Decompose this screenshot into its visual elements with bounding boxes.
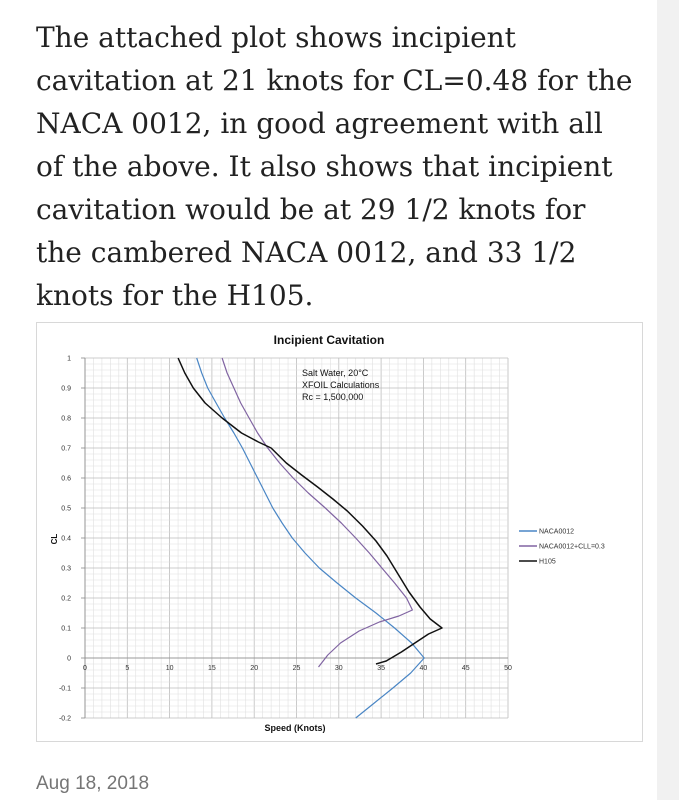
x-axis-label: Speed (Knots) [264, 723, 326, 733]
post-text: The attached plot shows incipient cavitation at 21 knots for CL=0.48 for the NACA 0012, in good agreement with all of the above. It also shows that incipient cavitation would be at 29 1/2 knots for the cambered NACA 0012, and 33 1/2 knots for the H105. [36, 21, 633, 312]
chart-figure [36, 322, 643, 742]
x-tick-label: 50 [504, 665, 512, 672]
y-tick-label: -0.2 [58, 715, 71, 723]
x-tick-label: 10 [165, 665, 174, 672]
y-tick-label: 0 [67, 655, 71, 663]
annotation-line-3: Rc = 1,500,000 [302, 392, 364, 402]
x-tick-label: 0 [83, 665, 87, 672]
x-tick-label: 40 [419, 665, 428, 672]
y-tick-label: 1 [67, 355, 71, 363]
x-tick-label: 20 [250, 665, 259, 672]
y-tick-label: 0.3 [61, 565, 71, 573]
legend-label: NACA0012 [539, 528, 575, 536]
x-tick-label: 45 [461, 665, 470, 672]
x-tick-label: 30 [334, 665, 343, 672]
y-tick-label: 0.5 [61, 505, 71, 513]
y-tick-label: 0.8 [61, 415, 71, 423]
plot-grid [85, 358, 508, 718]
y-tick-label: 0.1 [61, 625, 71, 633]
y-tick-label: 0.6 [61, 475, 71, 483]
y-tick-label: 0.9 [61, 385, 71, 393]
cavitation-chart [37, 323, 642, 741]
y-tick-label: 0.7 [61, 445, 71, 453]
x-tick-label: 35 [377, 665, 385, 672]
x-tick-label: 25 [292, 665, 301, 672]
legend-label: H105 [539, 558, 556, 566]
annotation-line-1: Salt Water, 20°C [302, 368, 369, 378]
scrollbar[interactable] [657, 0, 679, 800]
chart-title: Incipient Cavitation [273, 333, 385, 347]
post-date: Aug 18, 2018 [36, 773, 150, 794]
x-tick-label: 15 [208, 665, 216, 672]
annotation-line-2: XFOIL Calculations [302, 380, 380, 390]
y-tick-label: -0.1 [58, 685, 71, 693]
y-tick-label: 0.4 [61, 535, 71, 543]
y-tick-label: 0.2 [61, 595, 71, 603]
x-tick-label: 5 [125, 665, 130, 672]
y-axis-label: CL [50, 533, 59, 545]
legend-label: NACA0012+CLL=0.3 [539, 543, 605, 551]
